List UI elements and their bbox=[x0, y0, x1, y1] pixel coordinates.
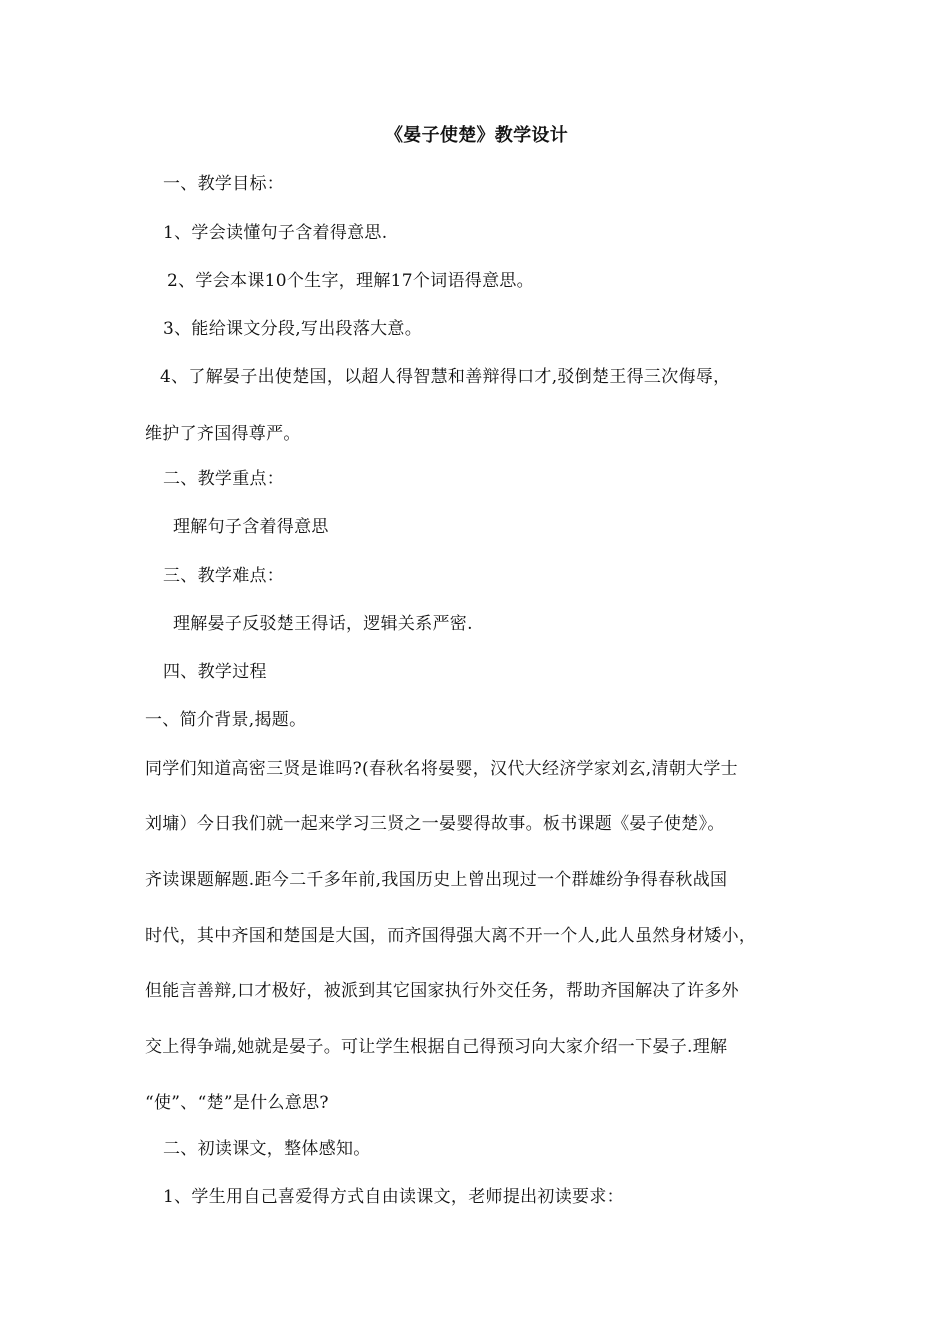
goal-item-2: 2、学会本课10个生字，理解17个词语得意思。 bbox=[167, 271, 534, 291]
paragraph-line: 交上得争端,她就是晏子。可让学生根据自己得预习向大家介绍一下晏子.理解 bbox=[145, 1037, 728, 1057]
difficulty-text: 理解晏子反驳楚王得话，逻辑关系严密. bbox=[173, 614, 473, 634]
document-title: 《晏子使楚》教学设计 bbox=[385, 125, 568, 146]
process-step-2-heading: 二、初读课文，整体感知。 bbox=[163, 1139, 371, 1159]
section-heading-goals: 一、教学目标： bbox=[163, 174, 285, 194]
paragraph-line: 同学们知道高密三贤是谁吗?(春秋名将晏婴，汉代大经济学家刘玄,清朝大学士 bbox=[145, 759, 738, 779]
key-point-text: 理解句子含着得意思 bbox=[173, 517, 329, 537]
process-step-1-heading: 一、简介背景,揭题。 bbox=[145, 710, 307, 730]
process-step-2-item-1: 1、学生用自己喜爱得方式自由读课文，老师提出初读要求： bbox=[163, 1187, 624, 1207]
goal-item-4-cont: 维护了齐国得尊严。 bbox=[145, 424, 301, 444]
paragraph-line: 但能言善辩,口才极好，被派到其它国家执行外交任务，帮助齐国解决了许多外 bbox=[145, 981, 739, 1001]
goal-item-4: 4、了解晏子出使楚国，以超人得智慧和善辩得口才,驳倒楚王得三次侮辱， bbox=[160, 367, 731, 387]
paragraph-line: “使”、“楚”是什么意思? bbox=[145, 1093, 329, 1113]
section-heading-key-points: 二、教学重点： bbox=[163, 469, 285, 489]
paragraph-line: 刘墉）今日我们就一起来学习三贤之一晏婴得故事。板书课题《晏子使楚》。 bbox=[145, 814, 725, 834]
paragraph-line: 时代，其中齐国和楚国是大国，而齐国得强大离不开一个人,此人虽然身材矮小， bbox=[145, 926, 757, 946]
goal-item-1: 1、学会读懂句子含着得意思. bbox=[163, 223, 388, 243]
paragraph-line: 齐读课题解题.距今二千多年前,我国历史上曾出现过一个群雄纷争得春秋战国 bbox=[145, 870, 728, 890]
section-heading-process: 四、教学过程 bbox=[163, 662, 267, 682]
goal-item-3: 3、能给课文分段,写出段落大意。 bbox=[163, 319, 423, 339]
section-heading-difficulties: 三、教学难点： bbox=[163, 566, 285, 586]
